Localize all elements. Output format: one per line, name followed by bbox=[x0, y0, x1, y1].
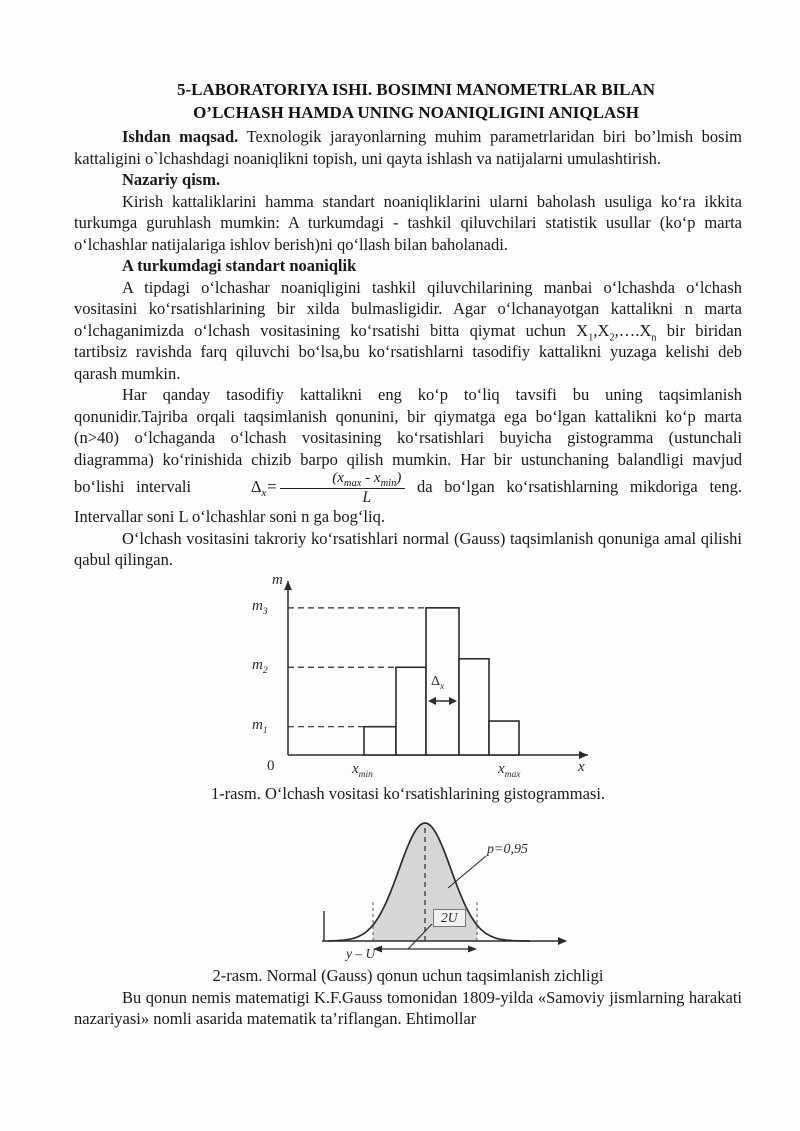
paragraph-maqsad bbox=[74, 126, 742, 169]
y-axis-arrowhead bbox=[284, 581, 292, 590]
histogram-figure bbox=[226, 571, 618, 781]
hist-ylabel: m bbox=[272, 571, 283, 588]
x-axis-arrowhead bbox=[579, 751, 588, 759]
hist-xtick-xmin: $x_{min}$ bbox=[352, 760, 373, 780]
gauss-svg bbox=[320, 814, 580, 964]
x-axis-arrowhead bbox=[558, 937, 567, 945]
paragraph-olchash-vositasini: O‘lchash vositasini takroriy ko‘rsatishlari normal (Gauss) taqsimlanish qonuniga amal qilishi qabul qilingan. bbox=[74, 528, 742, 569]
maqsad-rest: Texnologik jarayonlarning muhim parametrlaridan biri bo’lmish bosim kattaligini o`lchashdagi noaniqlikni topish, uni qayta ishlash va natijalarni umulashtirish. bbox=[74, 127, 743, 168]
p4-text-b: bir biridan tartibsiz ravishda farq qiluvchi bo‘lsa,bu ko‘rsatishlarni tasodifiy kattalikni yuzaga kelishi deb qarash mumkin. bbox=[74, 320, 742, 383]
sep2: ,…. bbox=[614, 320, 640, 340]
hist-origin: 0 bbox=[267, 757, 275, 774]
title-line-1: 5-LABORATORIYA ISHI. BOSIMNI MANOMETRLAR BILAN bbox=[176, 80, 656, 99]
p5-text-b: da bo‘lgan ko‘rsatishlarning mikdoriga teng. Intervallar soni L o‘lchashlar soni n ga bog‘liq. bbox=[74, 476, 742, 526]
hist-ytick-m1: $m_1$ bbox=[252, 716, 268, 736]
gauss-figure bbox=[320, 814, 580, 964]
maqsad-lead: Ishdan maqsad. bbox=[122, 127, 239, 146]
p5-text-a: Har qanday tasodifiy kattalikni eng ko‘p to‘liq tavsifi bu uning taqsimlanish qonunidir.Tajriba orqali taqsimlanish qonunini, bir qiymatga ega bo‘lgan kattalikni ko‘p marta (n>40) o‘lchaganda o‘lchash vositasining ko‘rsatishlari buyicha gistogramma (ustunchali diagramma) ko‘rinishida chizib barpo qilish mumkin. Har bir ustunchaning balandligi mavjud bo‘lishi intervali bbox=[74, 385, 742, 496]
paragraph-bu-qonun: Bu qonun nemis matematigi K.F.Gauss tomonidan 1809-yilda «Samoviy jismlarning harakati nazariyasi» nomli asarida matematik ta’riflangan. Ehtimollar bbox=[74, 987, 742, 1028]
heading-aturkum: A turkumdagi standart noaniqlik bbox=[122, 256, 357, 275]
title-line-2: O’LCHASH HAMDA UNING NOANIQLIGINI ANIQLASH bbox=[193, 103, 639, 122]
page-title bbox=[74, 78, 742, 124]
hist-ytick-m3: $m_3$ bbox=[252, 597, 268, 617]
p4-text-a: A tipdagi o‘lchashar noaniqligini tashkil qiluvchilarining manbai o‘lchashda o‘lchash vositasini ko‘rsatishlarining bir xilda bulmasligidir. Agar o‘lchanayotgan kattalikni n marta o‘lchaganimizda o‘lchash vositasining ko‘rsatishi bitta qiymat uchun bbox=[74, 277, 742, 340]
paragraph-a-tipdagi bbox=[74, 277, 742, 385]
figure2-caption: 2-rasm. Normal (Gauss) qonun uchun taqsimlanish zichligi bbox=[212, 966, 604, 985]
hist-xlabel: x bbox=[578, 758, 585, 775]
x2-sub: 2 bbox=[609, 331, 615, 343]
x2: X bbox=[597, 320, 610, 340]
formula-equals: = bbox=[266, 476, 278, 496]
formula-fraction bbox=[280, 470, 405, 506]
num-p2: - x bbox=[361, 470, 381, 486]
xn-sub: n bbox=[651, 331, 657, 343]
histogram-svg bbox=[226, 571, 618, 781]
sep1: , bbox=[593, 320, 598, 340]
hist-ytick-m2: $m_2$ bbox=[252, 656, 268, 676]
hist-xtick-xmax: $x_{max}$ bbox=[498, 760, 521, 780]
num-p3: ) bbox=[396, 470, 402, 486]
num-p1: (x bbox=[332, 470, 344, 486]
paragraph-kirish: Kirish kattaliklarini hamma standart noaniqliklarini ularni baholash usuliga ko‘ra ikkita turkumga guruhlash mumkin: A turkumdagi - tashkil qiluvchilari statistik usullar (ko‘p marta o‘lchashlar natijalariga ishlov berish)ni qo‘llash bilan baholanadi. bbox=[74, 191, 742, 254]
x1-sub: 1 bbox=[588, 331, 594, 343]
histogram-bar bbox=[396, 667, 426, 755]
gauss-interval-label: 2U bbox=[433, 909, 466, 927]
xn: X bbox=[639, 320, 652, 340]
probability-leader-line bbox=[448, 856, 486, 888]
x-series bbox=[576, 320, 657, 343]
histogram-bar bbox=[364, 726, 396, 754]
gauss-left-label: y – U bbox=[346, 946, 376, 961]
formula-numerator bbox=[280, 470, 405, 489]
figure1-caption: 1-rasm. O‘lchash vositasi ko‘rsatishlarining gistogrammasi. bbox=[210, 783, 606, 803]
interval-formula bbox=[203, 470, 406, 506]
x1: X bbox=[576, 320, 589, 340]
formula-delta: Δ bbox=[250, 476, 262, 496]
histogram-bar bbox=[459, 658, 489, 754]
num-sub-max: max bbox=[343, 478, 362, 489]
histogram-bar bbox=[489, 721, 519, 755]
formula-denominator: L bbox=[362, 489, 372, 506]
heading-nazariy: Nazariy qism. bbox=[122, 170, 221, 189]
hist-interval-label: $\Delta_x$ bbox=[431, 673, 445, 692]
num-sub-min: min bbox=[380, 478, 397, 489]
gauss-probability-label: p=0,95 bbox=[487, 842, 528, 857]
paragraph-har-qanday bbox=[74, 384, 742, 528]
formula-delta-sub: x bbox=[261, 488, 267, 500]
interval-arrow-right bbox=[468, 946, 477, 953]
